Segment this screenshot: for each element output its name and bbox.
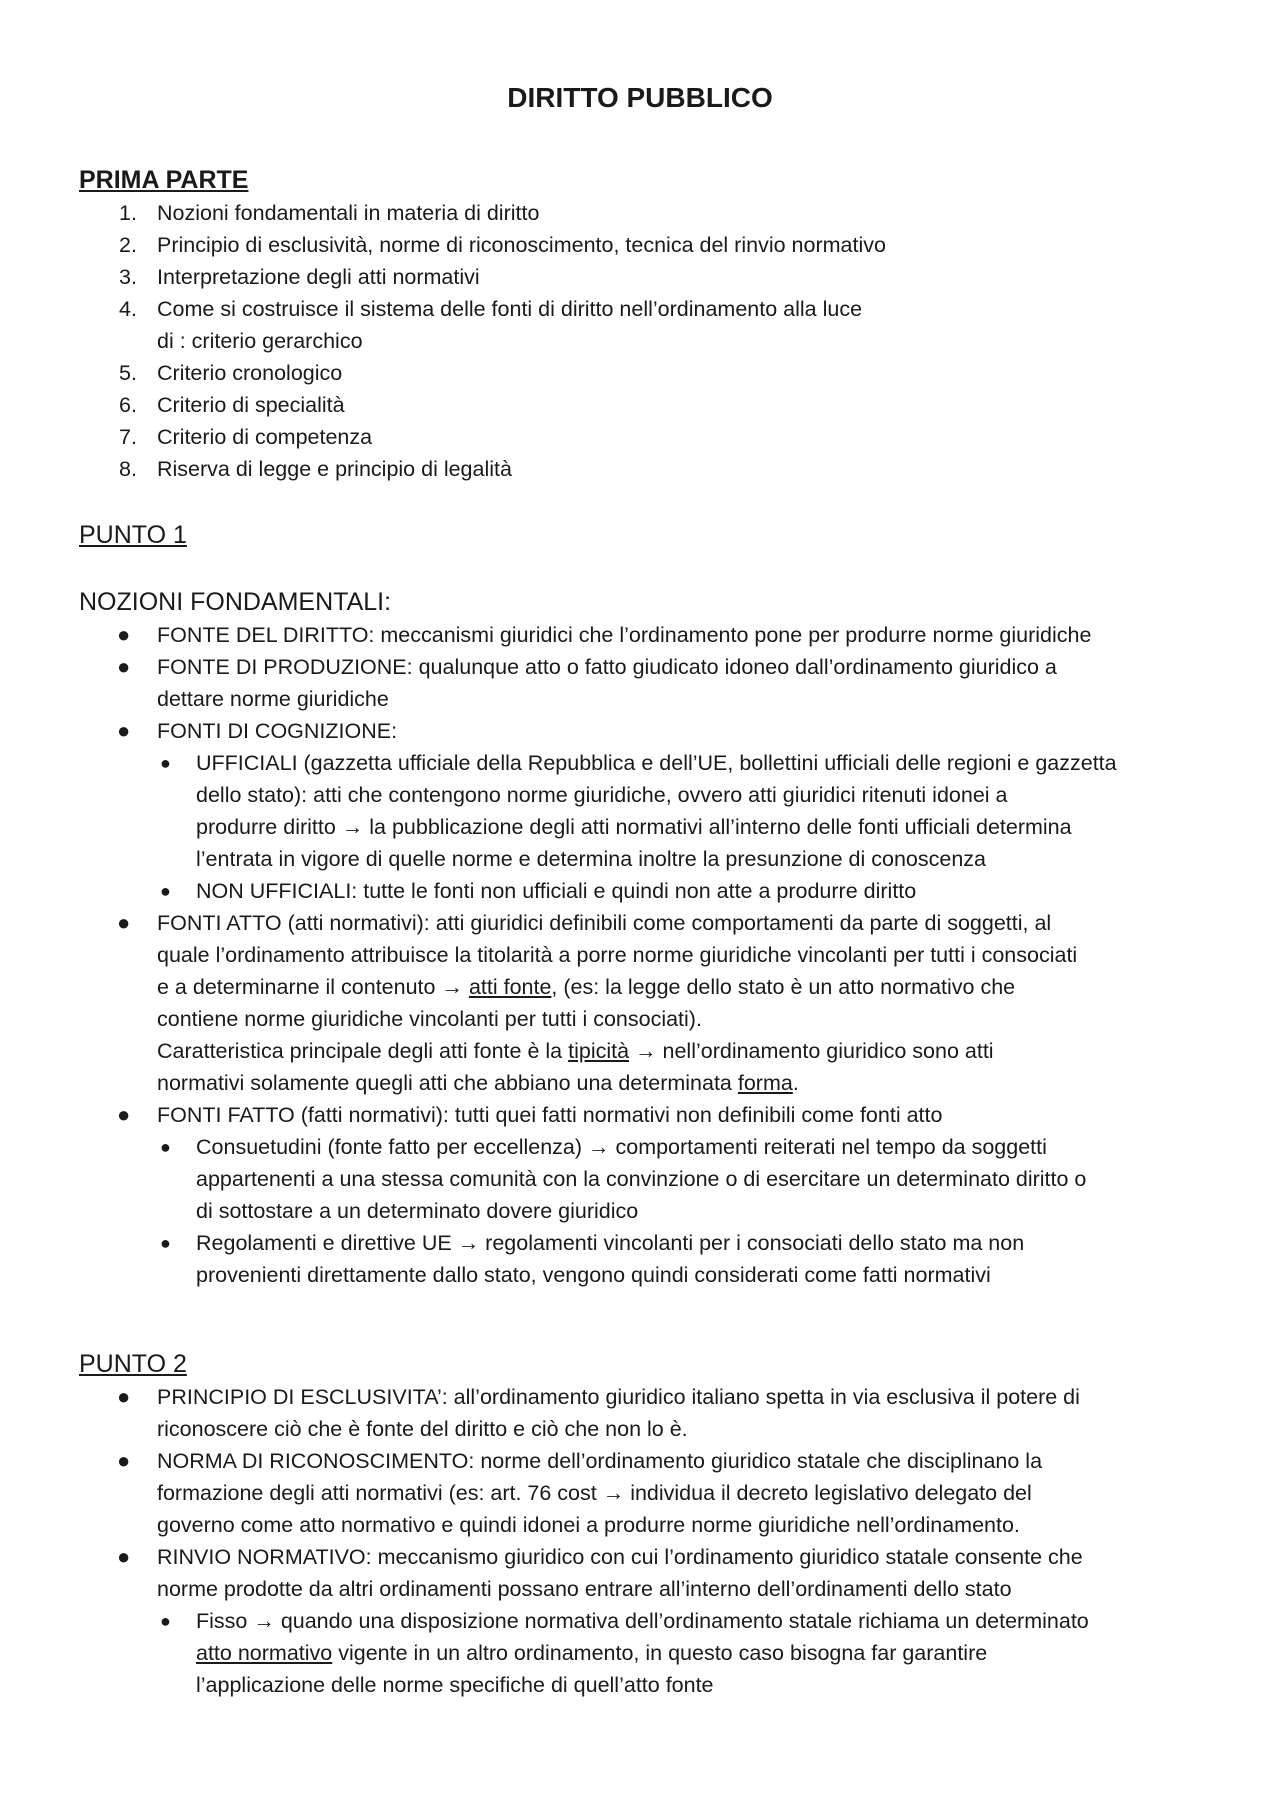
- toc-list: [79, 197, 1219, 485]
- nozioni-list: [79, 619, 1219, 1291]
- bullet-icon: ●: [117, 654, 131, 679]
- bullet-icon: ●: [117, 622, 131, 647]
- bullet-icon: ●: [117, 910, 131, 935]
- list-item: ● Fisso → quando una disposizione normativa dell’ordinamento statale richiama un determinato atto normativo vigente in un altro ordinamento, in questo caso bisogna far garantire l’applicazione delle norme specifiche di quell’atto fonte: [157, 1605, 1219, 1701]
- list-item: ● FONTI FATTO (fatti normativi): tutti quei fatti normativi non definibili come fonti atto ● Consuetudini (fonte fatto per eccellenza) → comportamenti reiterati nel tempo da soggetti appartenenti a una stessa comunità con la convinzione o di esercitare un determinato diritto o di sottostare a un determinato dovere giuridico ● Regolamenti e direttive UE → regolamenti vincolanti per i consociati dello stato ma non provenienti direttamente dallo stato, vengono quindi considerati come fatti normativi: [79, 1099, 1219, 1291]
- toc-item: 4. Come si costruisce il sistema delle fonti di diritto nell’ordinamento alla luce di : criterio gerarchico: [119, 297, 863, 353]
- bullet-icon: ●: [117, 1102, 131, 1127]
- nozioni-heading: NOZIONI FONDAMENTALI:: [79, 588, 392, 616]
- toc-item: 2. Principio di esclusività, norme di riconoscimento, tecnica del rinvio normativo: [119, 233, 886, 257]
- bullet-icon: ●: [160, 1137, 171, 1157]
- toc-item: 8. Riserva di legge e principio di legalità: [119, 457, 512, 481]
- list-item: ● PRINCIPIO DI ESCLUSIVITA’: all’ordinamento giuridico italiano spetta in via esclusiva il potere di riconoscere ciò che è fonte del diritto e ciò che non lo è.: [79, 1381, 1219, 1445]
- toc-item: 3. Interpretazione degli atti normativi: [119, 265, 480, 289]
- punto1-heading: PUNTO 1: [79, 521, 187, 549]
- punto2-list: [79, 1381, 1219, 1701]
- list-item: ● FONTI ATTO (atti normativi): atti giuridici definibili come comportamenti da parte di soggetti, al quale l’ordinamento attribuisce la titolarità a porre norme giuridiche vincolanti per tutti i consociati e a determinarne il contenuto → atti fonte, (es: la legge dello stato è un atto normativo che contiene norme giuridiche vincolanti per tutti i consociati). Caratteristica principale degli atti fonte è la tipicità → nell’ordinamento giuridico sono atti normativi solamente quegli atti che abbiano una determinata forma.: [79, 907, 1219, 1099]
- document-title: DIRITTO PUBBLICO: [507, 82, 773, 113]
- prima-parte-section: [79, 163, 1219, 485]
- list-item: ● RINVIO NORMATIVO: meccanismo giuridico con cui l’ordinamento giuridico statale consente che norme prodotte da altri ordinamenti possano entrare all’interno dell’ordinamenti dello stato ● Fisso → quando una disposizione normativa dell’ordinamento statale richiama un determinato atto normativo vigente in un altro ordinamento, in questo caso bisogna far garantire l’applicazione delle norme specifiche di quell’atto fonte: [79, 1541, 1219, 1701]
- bullet-icon: ●: [160, 753, 171, 773]
- cognizione-sublist: [157, 747, 1219, 907]
- list-item: ● FONTI DI COGNIZIONE: ● UFFICIALI (gazzetta ufficiale della Repubblica e dell’UE, bollettini ufficiali delle regioni e gazzetta dello stato): atti che contengono norme giuridiche, ovvero atti giuridici ritenuti idonei a produrre diritto → la pubblicazione degli atti normativi all’interno delle fonti ufficiali determina l’entrata in vigore di quelle norme e determina inoltre la presunzione di conoscenza ● NON UFFICIALI: tutte le fonti non ufficiali e quindi non atte a produrre diritto: [79, 715, 1219, 907]
- bullet-icon: ●: [160, 881, 171, 901]
- toc-item: 7. Criterio di competenza: [119, 425, 373, 449]
- nozioni-section: [79, 585, 1219, 1291]
- toc-item: 5. Criterio cronologico: [119, 361, 343, 385]
- list-item: ● FONTE DEL DIRITTO: meccanismi giuridici che l’ordinamento pone per produrre norme giuridiche: [79, 619, 1219, 651]
- punto2-heading: PUNTO 2: [79, 1350, 187, 1378]
- list-item: ● NON UFFICIALI: tutte le fonti non ufficiali e quindi non atte a produrre diritto: [157, 875, 1219, 907]
- list-item: ● Consuetudini (fonte fatto per eccellenza) → comportamenti reiterati nel tempo da soggetti appartenenti a una stessa comunità con la convinzione o di esercitare un determinato diritto o di sottostare a un determinato dovere giuridico: [157, 1131, 1219, 1227]
- rinvio-sublist: [157, 1605, 1219, 1701]
- list-item: ● Regolamenti e direttive UE → regolamenti vincolanti per i consociati dello stato ma non provenienti direttamente dallo stato, vengono quindi considerati come fatti normativi: [157, 1227, 1219, 1291]
- list-item: ● NORMA DI RICONOSCIMENTO: norme dell’ordinamento giuridico statale che disciplinano la formazione degli atti normativi (es: art. 76 cost → individua il decreto legislativo delegato del governo come atto normativo e quindi idonei a produrre norme giuridiche nell’ordinamento.: [79, 1445, 1219, 1541]
- bullet-icon: ●: [160, 1611, 171, 1631]
- list-item: ● FONTE DI PRODUZIONE: qualunque atto o fatto giudicato idoneo dall’ordinamento giuridico a dettare norme giuridiche: [79, 651, 1219, 715]
- bullet-icon: ●: [117, 1544, 131, 1569]
- bullet-icon: ●: [160, 1233, 171, 1253]
- bullet-icon: ●: [117, 1448, 131, 1473]
- toc-item: 1. Nozioni fondamentali in materia di diritto: [119, 201, 540, 225]
- punto1-section: [79, 518, 1219, 552]
- prima-parte-heading: PRIMA PARTE: [79, 166, 249, 194]
- punto2-section: [79, 1347, 1219, 1701]
- bullet-icon: ●: [117, 1384, 131, 1409]
- toc-item: 6. Criterio di specialità: [119, 393, 345, 417]
- fatto-sublist: [157, 1131, 1219, 1291]
- list-item: ● UFFICIALI (gazzetta ufficiale della Repubblica e dell’UE, bollettini ufficiali delle regioni e gazzetta dello stato): atti che contengono norme giuridiche, ovvero atti giuridici ritenuti idonei a produrre diritto → la pubblicazione degli atti normativi all’interno delle fonti ufficiali determina l’entrata in vigore di quelle norme e determina inoltre la presunzione di conoscenza: [157, 747, 1219, 875]
- bullet-icon: ●: [117, 718, 131, 743]
